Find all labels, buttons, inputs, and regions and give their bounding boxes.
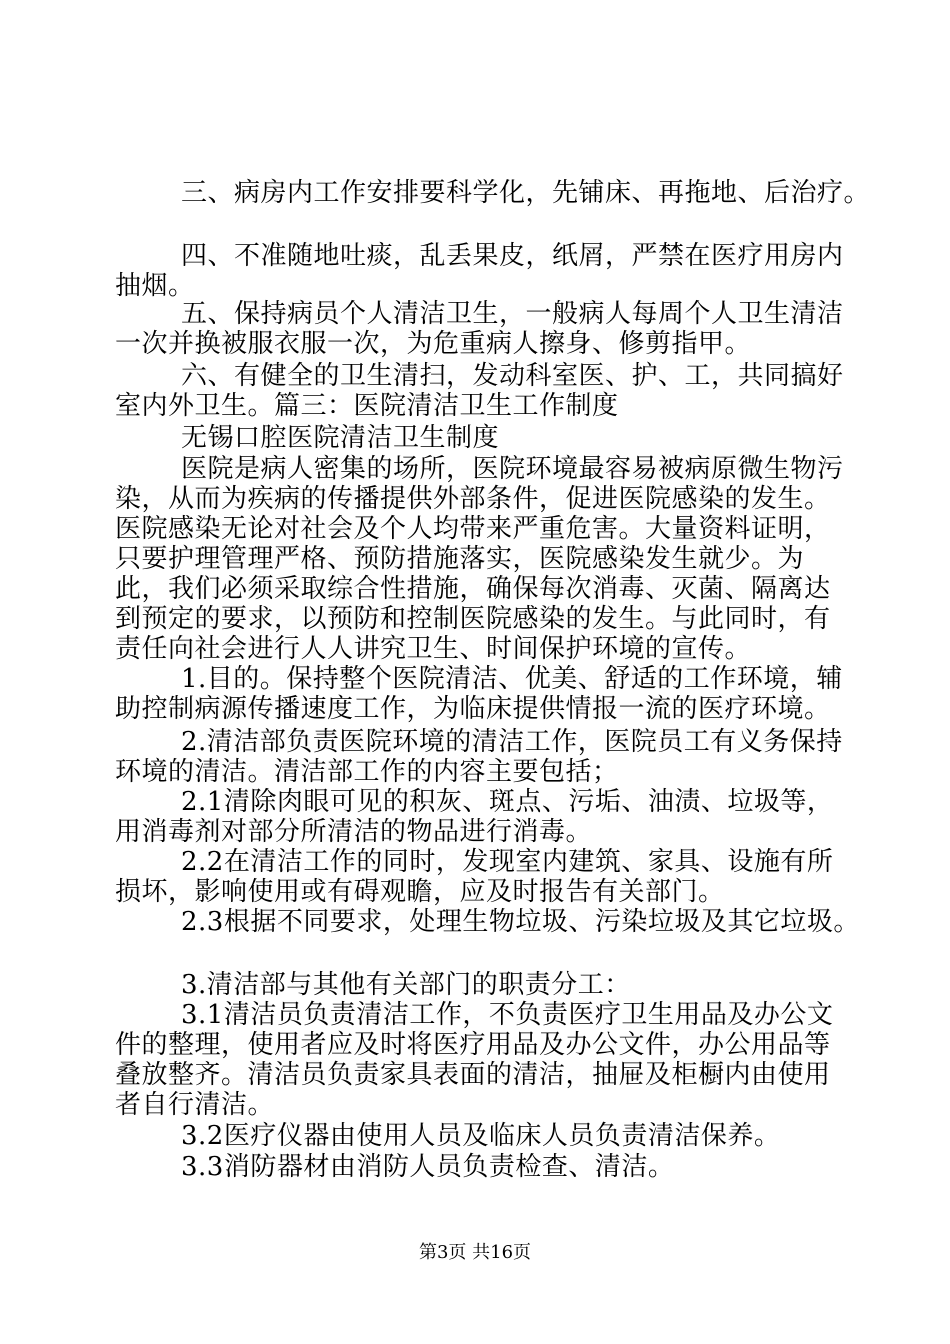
section-title: 无锡口腔医院清洁卫生制度 [181, 423, 500, 453]
paragraph-patient-hygiene: 五、保持病员个人清洁卫生，一般病人每周个人卫生清洁一次并换被服衣服一次，为危重病人擦身、修剪指甲。 [115, 299, 844, 359]
paragraph-item-2-3: 2.3根据不同要求，处理生物垃圾、污染垃圾及其它垃圾。 [181, 907, 860, 937]
paragraph-item-2-2: 2.2在清洁工作的同时，发现室内建筑、家具、设施有所损坏，影响使用或有碍观瞻，应及时报告有关部门。 [115, 847, 834, 907]
page-footer: 第3页 共16页 [418, 1242, 532, 1263]
paragraph-item-1: 1.目的。保持整个医院清洁、优美、舒适的工作环境，辅助控制病源传播速度工作，为临床提供情报一流的医疗环境。 [115, 664, 843, 724]
paragraph-item-3-2: 3.2医疗仪器由使用人员及临床人员负责清洁保养。 [181, 1121, 781, 1151]
paragraph-item-3-3: 3.3消防器材由消防人员负责检查、清洁。 [181, 1152, 675, 1182]
paragraph-item-2: 2.清洁部负责医院环境的清洁工作，医院员工有义务保持环境的清洁。清洁部工作的内容主要包括； [115, 727, 843, 787]
paragraph-intro: 医院是病人密集的场所，医院环境最容易被病原微生物污染，从而为疾病的传播提供外部条件，促进医院感染的发生。医院感染无论对社会及个人均带来严重危害。大量资料证明，只要护理管理严格、预防措施落实，医院感染发生就少。为此，我们必须采取综合性措施，确保每次消毒、灭菌、隔离达到预定的要求，以预防和控制医院感染的发生。与此同时，有责任向社会进行人人讲究卫生、时间保护环境的宣传。 [115, 454, 844, 664]
paragraph-no-spitting: 四、不准随地吐痰，乱丢果皮，纸屑，严禁在医疗用房内抽烟。 [115, 241, 844, 301]
paragraph-item-3-1: 3.1清洁员负责清洁工作，不负责医疗卫生用品及办公文件的整理，使用者应及时将医疗用品及办公文件，办公用品等叠放整齐。清洁员负责家具表面的清洁，抽屉及柜橱内由使用者自行清洁。 [115, 1000, 834, 1120]
paragraph-item-3: 3.清洁部与其他有关部门的职责分工： [181, 970, 631, 1000]
paragraph-ward-arrangement: 三、病房内工作安排要科学化，先铺床、再拖地、后治疗。 [181, 178, 871, 208]
paragraph-cleaning-duty: 六、有健全的卫生清扫，发动科室医、护、工，共同搞好室内外卫生。篇三：医院清洁卫生工作制度 [115, 361, 844, 421]
paragraph-item-2-1: 2.1清除肉眼可见的积灰、斑点、污垢、油渍、垃圾等，用消毒剂对部分所清洁的物品进行消毒。 [115, 787, 834, 847]
